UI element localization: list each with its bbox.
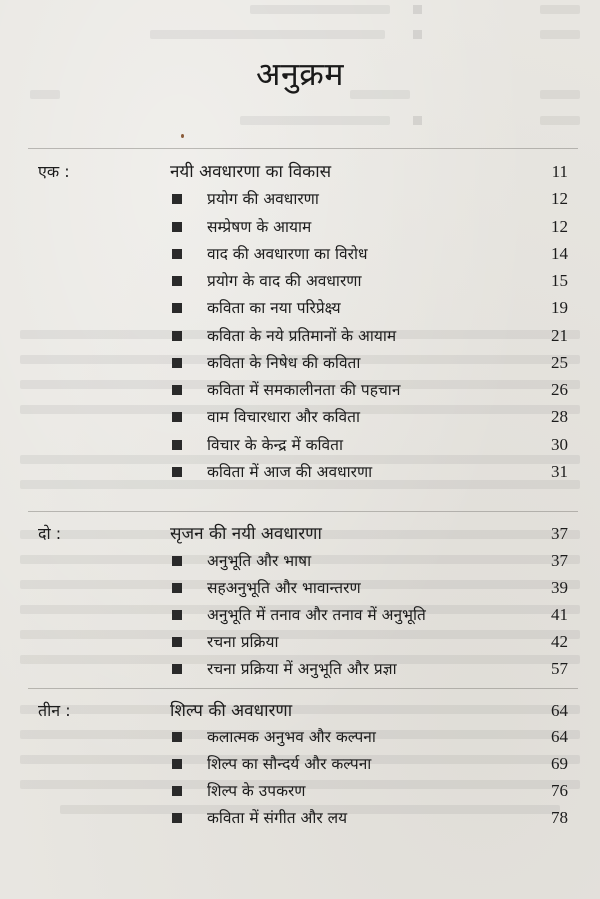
square-bullet-icon: [172, 637, 182, 647]
item-title: रचना प्रक्रिया: [207, 633, 279, 651]
page-number: 30: [551, 435, 568, 454]
page-number: 25: [551, 353, 568, 372]
toc-item[interactable]: [0, 324, 600, 348]
item-title: अनुभूति में तनाव और तनाव में अनुभूति: [207, 606, 426, 624]
item-title: अनुभूति और भाषा: [207, 552, 312, 570]
toc-item[interactable]: [0, 779, 600, 803]
toc-item[interactable]: [0, 433, 600, 457]
square-bullet-icon: [172, 222, 182, 232]
toc-item[interactable]: [0, 242, 600, 266]
toc-item[interactable]: [0, 657, 600, 681]
item-title: विचार के केन्द्र में कविता: [207, 436, 344, 454]
square-bullet-icon: [172, 467, 182, 477]
square-bullet-icon: [172, 276, 182, 286]
toc-item[interactable]: [0, 215, 600, 239]
square-bullet-icon: [172, 583, 182, 593]
page-number: 26: [551, 380, 568, 399]
toc-item[interactable]: [0, 351, 600, 375]
item-title: सम्प्रेषण के आयाम: [207, 218, 312, 236]
bleed-text: [240, 116, 390, 125]
ink-speck: [181, 134, 184, 138]
page-number: 15: [551, 271, 568, 290]
toc-item[interactable]: [0, 187, 600, 211]
toc-item[interactable]: [0, 405, 600, 429]
page-number: 28: [551, 407, 568, 426]
page-number: 37: [551, 551, 568, 570]
item-title: कविता में समकालीनता की पहचान: [207, 381, 401, 399]
square-bullet-icon: [172, 556, 182, 566]
toc-item[interactable]: [0, 296, 600, 320]
item-title: कलात्मक अनुभव और कल्पना: [207, 728, 376, 746]
page-number: 19: [551, 298, 568, 317]
bleed-bullet-icon: [413, 30, 422, 39]
page-number: 64: [551, 701, 568, 720]
chapter-title: शिल्प की अवधारणा: [170, 701, 293, 721]
square-bullet-icon: [172, 440, 182, 450]
item-title: शिल्प के उपकरण: [207, 782, 306, 800]
chapter-row[interactable]: [0, 160, 600, 184]
item-title: सहअनुभूति और भावान्तरण: [207, 579, 361, 597]
toc-item[interactable]: [0, 752, 600, 776]
item-title: कविता के नये प्रतिमानों के आयाम: [207, 327, 397, 345]
square-bullet-icon: [172, 385, 182, 395]
square-bullet-icon: [172, 786, 182, 796]
bleed-bullet-icon: [413, 5, 422, 14]
item-title: रचना प्रक्रिया में अनुभूति और प्रज्ञा: [207, 660, 397, 678]
square-bullet-icon: [172, 331, 182, 341]
square-bullet-icon: [172, 194, 182, 204]
square-bullet-icon: [172, 732, 182, 742]
page-title: अनुक्रम: [256, 55, 344, 93]
square-bullet-icon: [172, 249, 182, 259]
section-divider: [28, 688, 578, 689]
chapter-row[interactable]: [0, 522, 600, 546]
chapter-number: एक :: [38, 162, 70, 181]
item-title: प्रयोग की अवधारणा: [207, 190, 319, 208]
item-title: वाद की अवधारणा का विरोध: [207, 245, 368, 263]
page-number: 12: [551, 189, 568, 208]
toc-item[interactable]: [0, 549, 600, 573]
page-number: 11: [551, 162, 568, 181]
toc-item[interactable]: [0, 576, 600, 600]
item-title: कविता के निषेध की कविता: [207, 354, 361, 372]
square-bullet-icon: [172, 610, 182, 620]
page-number: 69: [551, 754, 568, 773]
square-bullet-icon: [172, 412, 182, 422]
chapter-row[interactable]: [0, 699, 600, 723]
square-bullet-icon: [172, 303, 182, 313]
page-number: 78: [551, 808, 568, 827]
chapter-number: तीन :: [38, 701, 71, 720]
page-number: 39: [551, 578, 568, 597]
toc-item[interactable]: [0, 460, 600, 484]
toc-item[interactable]: [0, 603, 600, 627]
toc-item[interactable]: [0, 725, 600, 749]
chapter-number: दो :: [38, 524, 62, 543]
page-number: 21: [551, 326, 568, 345]
square-bullet-icon: [172, 358, 182, 368]
bleed-text: [150, 30, 385, 39]
square-bullet-icon: [172, 664, 182, 674]
bleed-text: [250, 5, 390, 14]
item-title: शिल्प का सौन्दर्य और कल्पना: [207, 755, 372, 773]
page-number: 31: [551, 462, 568, 481]
item-title: कविता में आज की अवधारणा: [207, 463, 373, 481]
page-number: 42: [551, 632, 568, 651]
toc-item[interactable]: [0, 630, 600, 654]
chapter-title: सृजन की नयी अवधारणा: [170, 524, 322, 544]
chapter-title: नयी अवधारणा का विकास: [170, 162, 332, 182]
section-divider: [28, 511, 578, 512]
bleed-text: [540, 116, 580, 125]
toc-item[interactable]: [0, 378, 600, 402]
bleed-bullet-icon: [413, 116, 422, 125]
toc-item[interactable]: [0, 806, 600, 830]
square-bullet-icon: [172, 813, 182, 823]
item-title: प्रयोग के वाद की अवधारणा: [207, 272, 362, 290]
page-number: 41: [551, 605, 568, 624]
page-number: 37: [551, 524, 568, 543]
bleed-text: [540, 5, 580, 14]
item-title: कविता का नया परिप्रेक्ष्य: [207, 299, 341, 317]
page-number: 64: [551, 727, 568, 746]
item-title: वाम विचारधारा और कविता: [207, 408, 360, 426]
square-bullet-icon: [172, 759, 182, 769]
bleed-text: [540, 30, 580, 39]
item-title: कविता में संगीत और लय: [207, 809, 348, 827]
page-number: 76: [551, 781, 568, 800]
toc-item[interactable]: [0, 269, 600, 293]
page-number: 57: [551, 659, 568, 678]
section-divider: [28, 148, 578, 149]
page-number: 12: [551, 217, 568, 236]
page-number: 14: [551, 244, 568, 263]
